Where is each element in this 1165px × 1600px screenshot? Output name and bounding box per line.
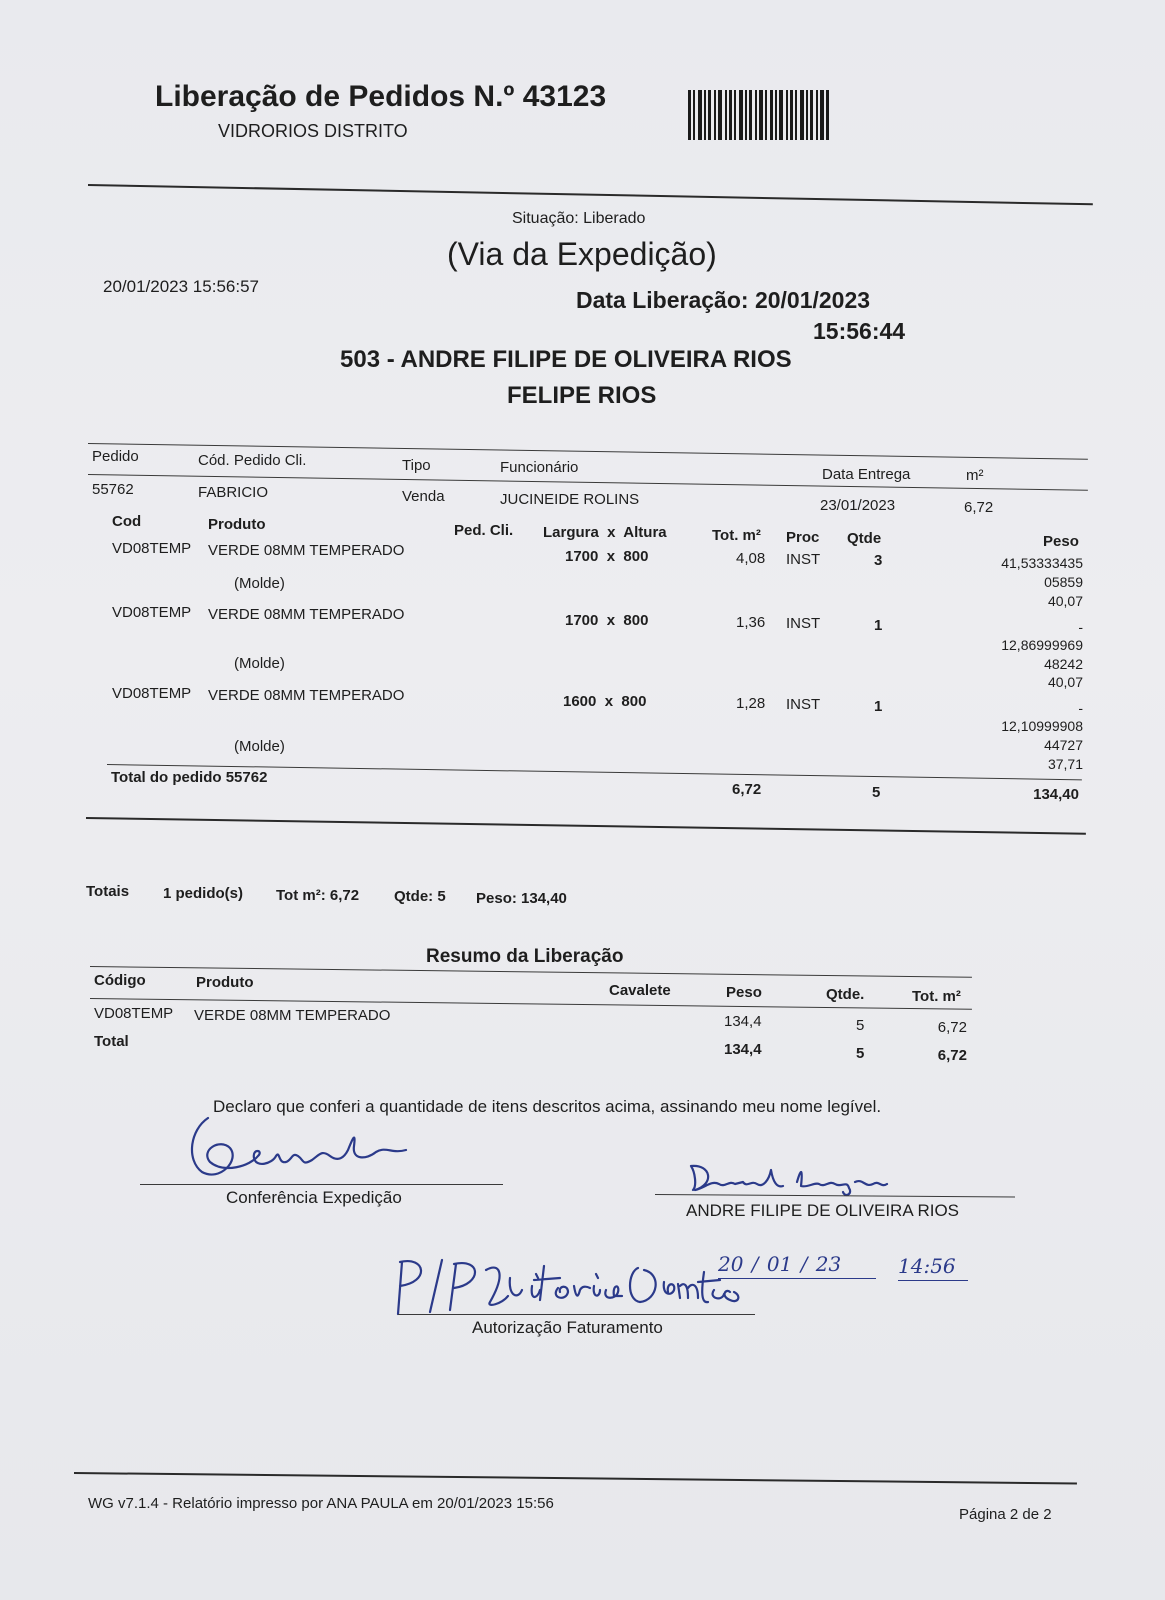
item-tot-m2: 4,08	[736, 550, 766, 567]
item-sub: (Molde)	[234, 738, 285, 755]
value-funcionario: JUCINEIDE ROLINS	[500, 491, 640, 508]
label-data-entrega: Data Entrega	[822, 466, 911, 483]
summary-row-tot-m2: 6,72	[937, 1019, 967, 1036]
item-proc: INST	[786, 551, 821, 568]
item-dimensions: 1600 x 800	[563, 693, 647, 710]
item-proc: INST	[786, 696, 821, 713]
order-total-m2: 6,72	[732, 781, 762, 798]
summary-title: Resumo da Liberação	[426, 946, 624, 967]
label-funcionario: Funcionário	[500, 459, 579, 476]
label-cod-pedido-cli: Cód. Pedido Cli.	[198, 452, 307, 469]
summary-total-label: Total	[94, 1033, 129, 1050]
handwritten-date: 20 / 01 / 23	[718, 1252, 842, 1276]
client-alias: FELIPE RIOS	[507, 382, 657, 409]
summary-total-tot-m2: 6,72	[937, 1047, 967, 1064]
value-pedido: 55762	[92, 481, 134, 498]
order-total-label: Total do pedido 55762	[111, 769, 268, 786]
footer-divider	[74, 1472, 1077, 1485]
handwritten-time: 14:56	[898, 1254, 956, 1278]
summary-col-produto: Produto	[196, 974, 254, 991]
item-sub: (Molde)	[234, 655, 285, 672]
item-cod: VD08TEMP	[112, 540, 192, 557]
signature-conferencia	[180, 1110, 420, 1190]
footer-printed-by: WG v7.1.4 - Relatório impresso por ANA PAULA em 20/01/2023 15:56	[88, 1495, 554, 1512]
col-produto: Produto	[208, 516, 266, 533]
signature-client	[685, 1158, 900, 1198]
item-produto: VERDE 08MM TEMPERADO	[208, 606, 405, 623]
col-peso: Peso	[1043, 533, 1079, 550]
footer-page-number: Página 2 de 2	[959, 1506, 1052, 1523]
declaration-text: Declaro que conferi a quantidade de itens descritos acima, assinando meu nome legível.	[213, 1097, 882, 1116]
summary-col-peso: Peso	[726, 984, 762, 1001]
col-qtde: Qtde	[847, 530, 882, 547]
signature-autorizacao	[390, 1252, 760, 1322]
item-peso-unit: 37,71	[1047, 756, 1083, 772]
item-dimensions: 1700 x 800	[565, 612, 649, 629]
data-liberacao: Data Liberação: 20/01/2023	[576, 287, 871, 313]
printed-at: 20/01/2023 15:56:57	[103, 277, 259, 296]
value-cod-pedido-cli: FABRICIO	[198, 484, 269, 501]
signature-bottom-label: Autorização Faturamento	[472, 1318, 663, 1337]
signature-right-label: ANDRE FILIPE DE OLIVEIRA RIOS	[686, 1201, 960, 1220]
signature-line	[398, 1314, 755, 1315]
totals-qtde: Qtde: 5	[394, 888, 446, 905]
summary-col-tot-m2: Tot. m²	[912, 988, 961, 1005]
col-cod: Cod	[112, 513, 142, 530]
item-dimensions: 1700 x 800	[565, 548, 649, 565]
item-sub: (Molde)	[234, 575, 285, 592]
col-ped-cli: Ped. Cli.	[454, 522, 514, 539]
divider	[86, 817, 1086, 835]
item-peso-dash: -	[1078, 700, 1083, 716]
totals-peso: Peso: 134,40	[476, 890, 567, 907]
item-peso-cont: 05859	[1044, 574, 1083, 590]
item-proc: INST	[786, 615, 821, 632]
company-name: VIDRORIOS DISTRITO	[218, 121, 408, 141]
summary-row-peso: 134,4	[724, 1013, 762, 1030]
handwritten-time-underline	[898, 1280, 968, 1281]
summary-row-produto: VERDE 08MM TEMPERADO	[194, 1007, 391, 1024]
barcode	[688, 90, 864, 140]
item-peso-unit: 40,07	[1047, 674, 1083, 690]
summary-row-qtde: 5	[856, 1017, 865, 1034]
item-produto: VERDE 08MM TEMPERADO	[208, 542, 405, 559]
item-peso-cont: 44727	[1044, 737, 1083, 753]
item-peso-dash: -	[1078, 619, 1083, 635]
totals-m2: Tot m²: 6,72	[276, 887, 360, 904]
situacao-text: Situação: Liberado	[512, 210, 646, 227]
item-cod: VD08TEMP	[112, 604, 192, 621]
col-proc: Proc	[786, 529, 820, 546]
item-qtde: 3	[874, 552, 883, 569]
item-qtde: 1	[874, 698, 883, 715]
col-dimensions: Largura x Altura	[543, 524, 667, 541]
value-tipo: Venda	[402, 488, 445, 505]
signature-left-label: Conferência Expedição	[226, 1188, 402, 1207]
item-cod: VD08TEMP	[112, 685, 192, 702]
summary-col-cavalete: Cavalete	[609, 982, 671, 999]
item-peso: 12,86999969	[1001, 637, 1083, 653]
label-pedido: Pedido	[92, 448, 139, 465]
item-qtde: 1	[874, 617, 883, 634]
document-title: Liberação de Pedidos N.º 43123	[155, 80, 607, 113]
summary-row-codigo: VD08TEMP	[94, 1005, 174, 1022]
divider	[88, 184, 1093, 205]
data-liberacao-time: 15:56:44	[813, 318, 906, 344]
summary-total-peso: 134,4	[724, 1041, 762, 1058]
summary-col-qtde: Qtde.	[826, 986, 865, 1003]
item-peso-unit: 40,07	[1047, 593, 1083, 609]
via-title: (Via da Expedição)	[447, 236, 717, 272]
summary-col-codigo: Código	[94, 972, 146, 989]
label-m2: m²	[966, 467, 984, 484]
item-tot-m2: 1,36	[736, 614, 766, 631]
item-peso-cont: 48242	[1044, 656, 1083, 672]
item-produto: VERDE 08MM TEMPERADO	[208, 687, 405, 704]
value-m2: 6,72	[964, 499, 994, 516]
summary-total-qtde: 5	[856, 1045, 865, 1062]
handwritten-date-underline	[718, 1278, 876, 1279]
client-name: 503 - ANDRE FILIPE DE OLIVEIRA RIOS	[340, 346, 792, 373]
item-tot-m2: 1,28	[736, 695, 766, 712]
order-total-qtde: 5	[872, 784, 881, 801]
item-peso: 12,10999908	[1001, 718, 1083, 734]
value-data-entrega: 23/01/2023	[820, 497, 896, 514]
item-peso: 41,53333435	[1001, 555, 1083, 571]
col-tot-m2: Tot. m²	[712, 527, 761, 544]
order-total-peso: 134,40	[1033, 786, 1079, 803]
totals-pedidos: 1 pedido(s)	[163, 885, 244, 902]
totals-label: Totais	[86, 883, 130, 900]
signature-line	[140, 1184, 503, 1185]
label-tipo: Tipo	[402, 457, 431, 474]
